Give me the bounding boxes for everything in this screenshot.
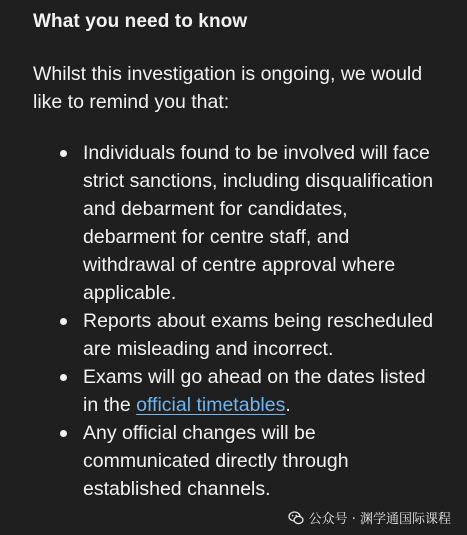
bullet-dot-icon [60,318,67,325]
intro-paragraph: Whilst this investigation is ongoing, we would like to remind you that: [33,63,423,113]
list-item [33,307,445,363]
list-item-text: Exams will go ahead on the dates listed in the [83,366,426,416]
list-item [33,139,445,307]
list-item-text: Any official changes will be communicated directly through established channels. [83,422,349,500]
list-item-text-suffix: . [285,394,291,416]
list-item-text: Reports about exams being rescheduled are misleading and incorrect. [83,310,434,360]
bullet-dot-icon [60,374,67,381]
reminder-list [33,139,445,503]
bullet-dot-icon [60,150,67,157]
watermark-text: 公众号 · 渊学通国际课程 [308,512,451,527]
official-timetables-link[interactable]: official timetables [136,394,286,416]
list-item [33,419,445,503]
watermark [284,506,455,529]
bullet-dot-icon [60,430,67,437]
list-item [33,363,445,419]
wechat-icon [288,510,304,526]
list-item-text: Individuals found to be involved will face strict sanctions, including disqualification and debarment for candidates, debarment for centre staff, and withdrawal of centre approval where applicable. [83,142,434,304]
section-heading: What you need to know [33,11,248,32]
